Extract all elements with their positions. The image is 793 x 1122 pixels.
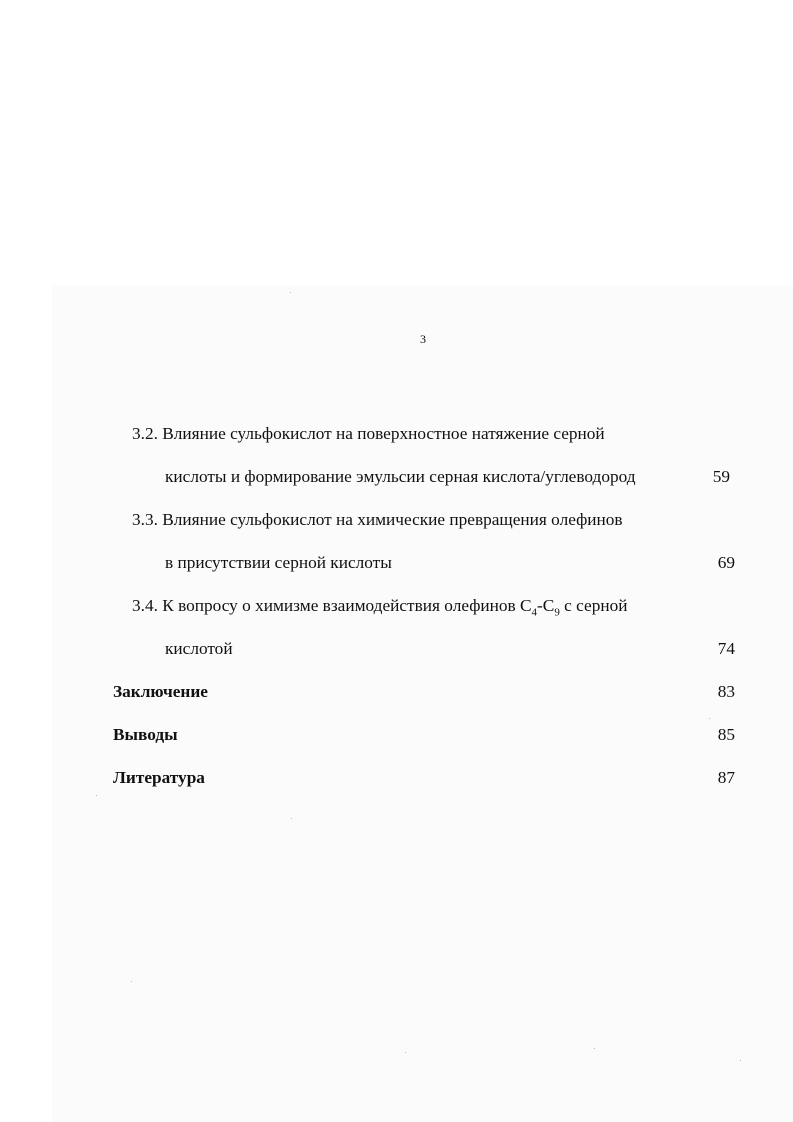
scan-speck <box>96 795 97 796</box>
scan-speck <box>709 718 710 719</box>
toc-entry-3-3-number: 3.3. <box>132 510 158 529</box>
toc-entry-3-4-title-line2: кислотой <box>165 639 233 658</box>
toc-entry-3-3-page: 69 <box>717 553 735 572</box>
toc-entry-3-2-number: 3.2. <box>132 424 158 443</box>
toc-entry-literature: Литература <box>113 768 205 787</box>
toc-entry-literature-page: 87 <box>717 768 735 787</box>
toc-entry-findings: Выводы <box>113 725 178 744</box>
scan-speck <box>740 1060 741 1061</box>
toc-entry-conclusion-page: 83 <box>717 682 735 701</box>
scan-speck <box>594 1048 595 1049</box>
toc-entry-3-4-page: 74 <box>717 639 735 658</box>
toc-entry-3-4-number: 3.4. <box>132 596 158 615</box>
toc-entry-3-4-line1 <box>132 595 627 623</box>
toc-entry-3-3-line1 <box>132 509 623 531</box>
toc-entry-3-3-title-line2: в присутствии серной кислоты <box>165 553 392 572</box>
toc-entry-3-2-page: 59 <box>712 467 730 486</box>
scan-speck <box>405 1052 406 1053</box>
scan-speck <box>291 818 292 819</box>
toc-entry-3-2-title-line1: Влияние сульфокислот на поверхностное натяжение серной <box>162 424 605 443</box>
toc-entry-3-2-title-line2: кислоты и формирование эмульсии серная кислота/углеводород <box>165 467 636 486</box>
toc-entry-3-3-title-line1: Влияние сульфокислот на химические превращения олефинов <box>162 510 623 529</box>
scan-speck <box>290 292 291 293</box>
toc-entry-findings-page: 85 <box>717 725 735 744</box>
page-number: 3 <box>420 332 426 346</box>
scan-speck <box>131 981 132 982</box>
toc-entry-3-4-title-line1: К вопросу о химизме взаимодействия олефинов $C_4-C_9$ с серной <box>162 596 628 619</box>
toc-entry-conclusion: Заключение <box>113 682 208 701</box>
toc-entry-3-2-line1 <box>132 423 605 445</box>
